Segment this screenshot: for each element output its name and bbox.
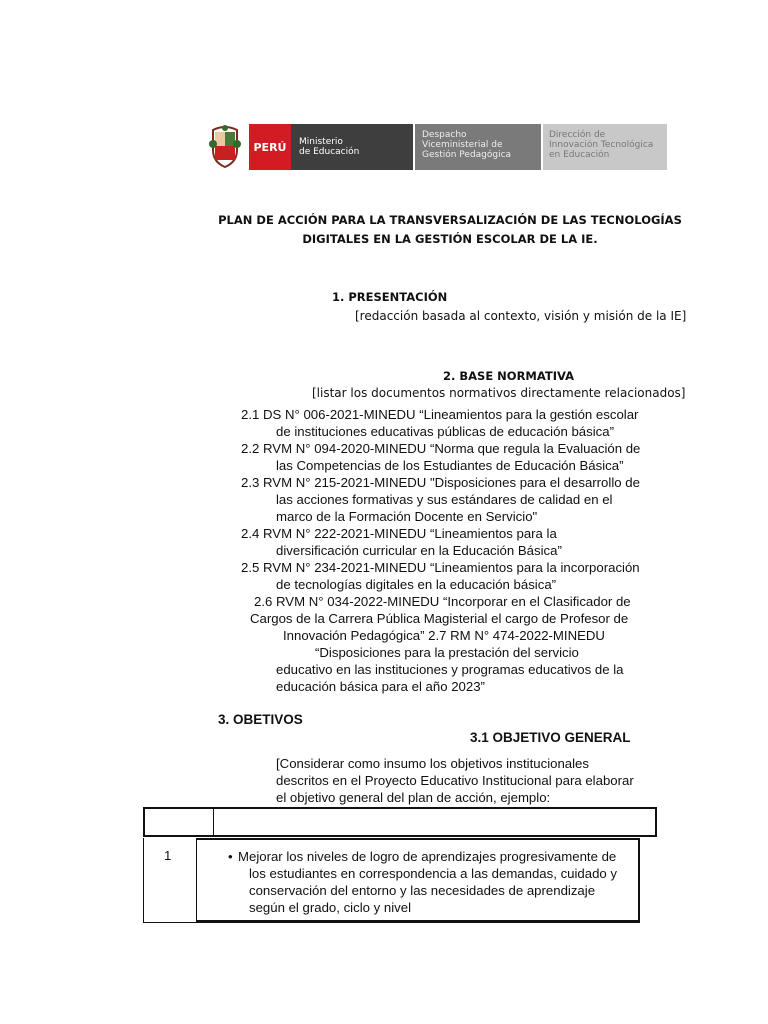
objective-line: Mejorar los niveles de logro de aprendizajes progresivamente de: [238, 849, 617, 864]
norm-line: 2.6 RVM N° 034-2022-MINEDU “Incorporar en el Clasificador de: [254, 594, 631, 609]
norm-line: educativo en las instituciones y programas educativos de la: [276, 662, 624, 677]
section3-heading: 3. OBETIVOS: [218, 712, 303, 727]
section1-note: [redacción basada al contexto, visión y misión de la IE]: [355, 309, 687, 323]
norm-line: las acciones formativas y sus estándares de calidad en el: [276, 492, 613, 507]
section31-heading: 3.1 OBJETIVO GENERAL: [470, 730, 631, 745]
norm-line: 2.3 RVM N° 215-2021-MINEDU "Disposiciones para el desarrollo de: [241, 475, 640, 490]
norm-line: de instituciones educativas públicas de educación básica”: [276, 424, 614, 439]
section1-heading: 1. PRESENTACIÓN: [332, 290, 448, 304]
norm-line: las Competencias de los Estudiantes de Educación Básica”: [276, 458, 624, 473]
section31-note-line: el objetivo general del plan de acción, ejemplo:: [276, 790, 551, 805]
objective-line: conservación del entorno y las necesidades de aprendizaje: [249, 883, 596, 898]
section2-note: [listar los documentos normativos directamente relacionados]: [312, 386, 686, 400]
document-title: PLAN DE ACCIÓN PARA LA TRANSVERSALIZACIÓN DE LAS TECNOLOGÍAS DIGITALES EN LA GESTIÓN ESCOLAR DE LA IE.: [218, 213, 682, 246]
row-number: 1: [164, 848, 172, 863]
norm-line: 2.5 RVM N° 234-2021-MINEDU “Lineamientos para la incorporación: [241, 560, 640, 575]
norm-line: de tecnologías digitales en la educación básica”: [276, 577, 557, 592]
column-divider: [213, 809, 214, 835]
objective-line: según el grado, ciclo y nivel: [249, 900, 412, 915]
bullet: •: [228, 849, 233, 864]
peru-label: PERÚ: [249, 124, 291, 170]
norm-line: educación básica para el año 2023”: [276, 679, 485, 694]
section31-note-line: [Considerar como insumo los objetivos institucionales: [276, 756, 589, 771]
peru-coat-of-arms-icon: [207, 124, 243, 170]
norm-line: 2.2 RVM N° 094-2020-MINEDU “Norma que regula la Evaluación de: [241, 441, 641, 456]
direction-label: Dirección de Innovación Tecnológica en Educación: [543, 124, 667, 170]
norm-line: marco de la Formación Docente en Servicio": [276, 509, 538, 524]
norm-line: 2.1 DS N° 006-2021-MINEDU “Lineamientos para la gestión escolar: [241, 407, 639, 422]
office-label: Despacho Viceministerial de Gestión Pedagógica: [415, 124, 541, 170]
section31-note-line: descritos en el Proyecto Educativo Institucional para elaborar: [276, 773, 634, 788]
ministry-label: Ministerio de Educación: [291, 124, 413, 170]
norm-line: Cargos de la Carrera Pública Magisterial el cargo de Profesor de: [250, 611, 629, 626]
norm-line: Innovación Pedagógica” 2.7 RM N° 474-2022-MINEDU: [283, 628, 605, 643]
norm-line: “Disposiciones para la prestación del servicio: [315, 645, 579, 660]
norm-line: diversificación curricular en la Educación Básica”: [276, 543, 562, 558]
minedu-header-logo: [207, 124, 667, 170]
objective-line: los estudiantes en correspondencia a las demandas, cuidado y: [249, 866, 618, 881]
section2-heading: 2. BASE NORMATIVA: [443, 369, 575, 383]
objective-table-header: [143, 807, 657, 837]
norm-line: 2.4 RVM N° 222-2021-MINEDU “Lineamientos para la: [241, 526, 557, 541]
